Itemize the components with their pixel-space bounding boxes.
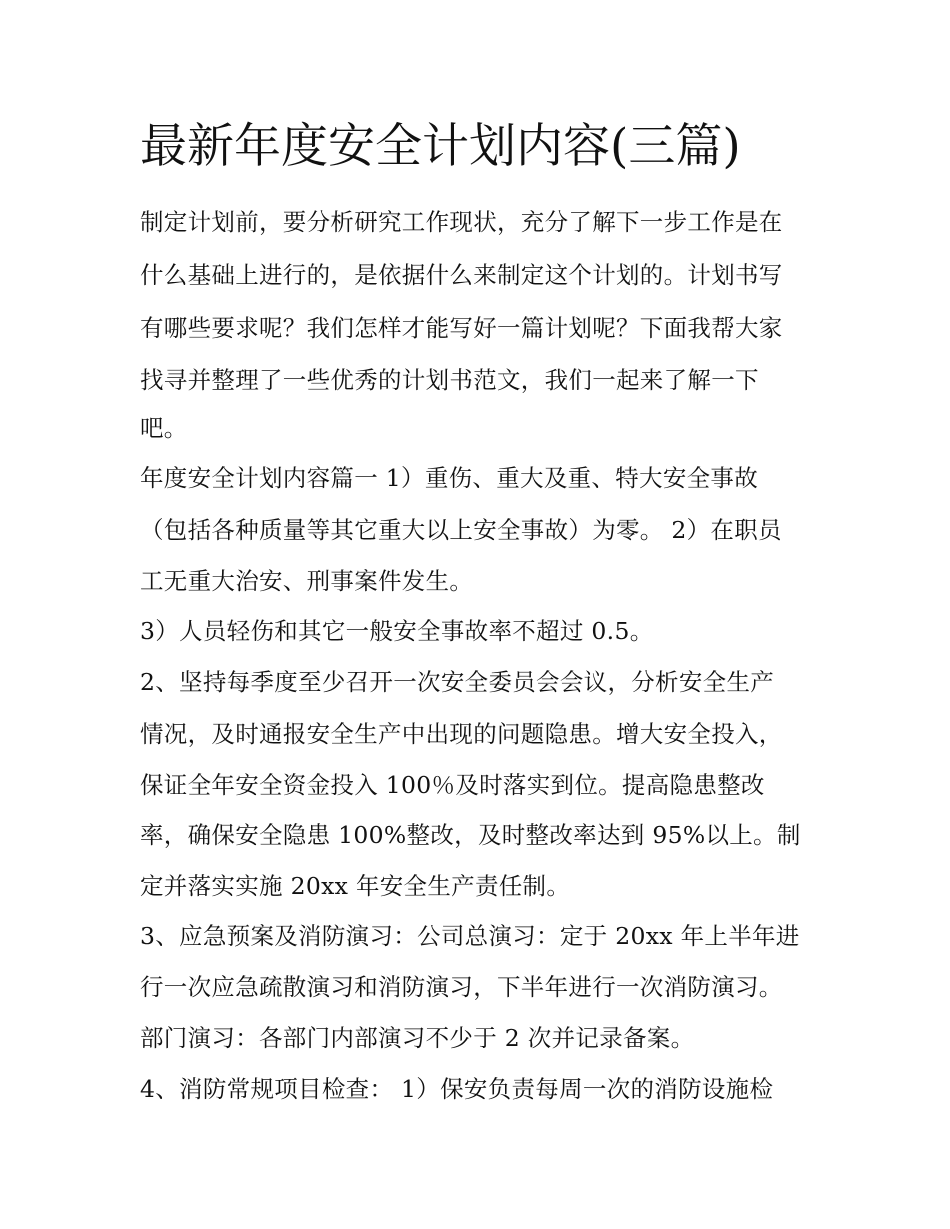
body-line: 吧。 xyxy=(140,414,188,442)
body-line: 3、应急预案及消防演习：公司总演习：定于 20xx 年上半年进 xyxy=(140,922,800,950)
body-line: 情况，及时通报安全生产中出现的问题隐患。增大安全投入， xyxy=(140,720,783,748)
body-line: 行一次应急疏散演习和消防演习，下半年进行一次消防演习。 xyxy=(140,973,783,1001)
document-title: 最新年度安全计划内容(三篇) xyxy=(140,119,741,174)
body-line: 保证全年安全资金投入 100％及时落实到位。提高隐患整改 xyxy=(140,771,765,799)
body-line: （包括各种质量等其它重大以上安全事故）为零。 2）在职员 xyxy=(140,516,782,544)
body-line: 工无重大治安、刑事案件发生。 xyxy=(140,567,474,595)
body-line: 年度安全计划内容篇一 1）重伤、重大及重、特大安全事故 xyxy=(140,464,759,492)
body-line: 部门演习：各部门内部演习不少于 2 次并记录备案。 xyxy=(140,1024,695,1052)
body-line: 找寻并整理了一些优秀的计划书范文，我们一起来了解一下 xyxy=(140,366,759,394)
body-line: 4、消防常规项目检查： 1）保安负责每周一次的消防设施检 xyxy=(140,1075,774,1103)
body-line: 3）人员轻伤和其它一般安全事故率不超过 0.5。 xyxy=(140,617,654,645)
body-line: 什么基础上进行的，是依据什么来制定这个计划的。计划书写 xyxy=(140,261,783,289)
body-line: 有哪些要求呢？我们怎样才能写好一篇计划呢？下面我帮大家 xyxy=(140,314,783,342)
body-line: 2、坚持每季度至少召开一次安全委员会会议，分析安全生产 xyxy=(140,668,775,696)
body-line: 定并落实实施 20xx 年安全生产责任制。 xyxy=(140,872,571,900)
body-line: 率，确保安全隐患 100%整改，及时整改率达到 95%以上。制 xyxy=(140,821,801,849)
body-line: 制定计划前，要分析研究工作现状，充分了解下一步工作是在 xyxy=(140,208,783,236)
